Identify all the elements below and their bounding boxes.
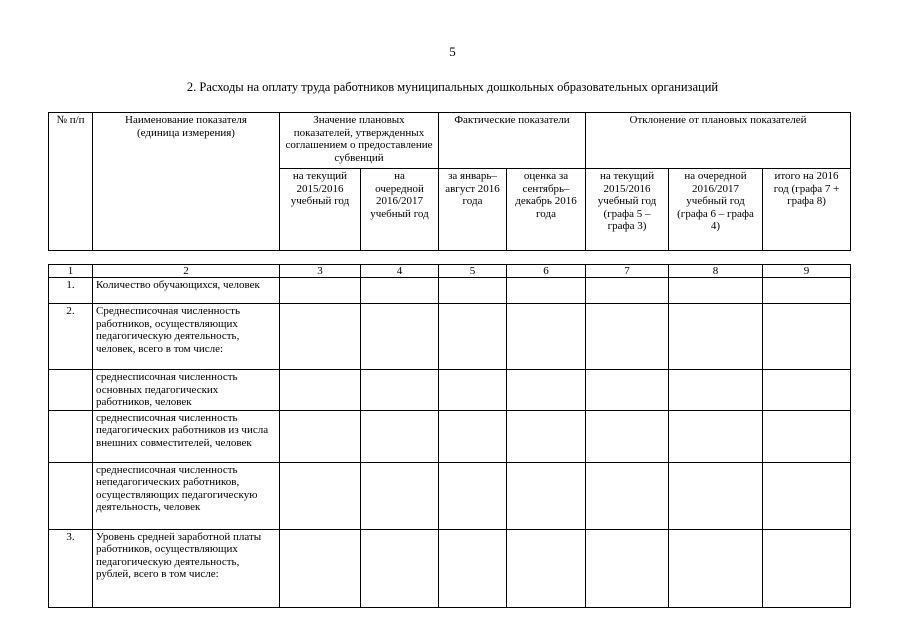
empty-cell: [439, 370, 507, 411]
empty-cell: [763, 370, 851, 411]
empty-cell: [507, 529, 586, 607]
empty-cell: [280, 304, 361, 370]
header-plan-next: на очередной 2016/2017 учебный год: [361, 169, 439, 251]
empty-cell: [586, 304, 669, 370]
header-dev-current: на текущий 2015/2016 учебный год (графа 5 – графа 3): [586, 169, 669, 251]
column-number: 2: [93, 265, 280, 278]
row-indicator-name: среднесписочная численность основных педагогических работников, человек: [93, 370, 280, 411]
header-col-num: № п/п: [49, 113, 93, 251]
row-indicator-name: Количество обучающихся, человек: [93, 278, 280, 304]
empty-cell: [763, 410, 851, 462]
empty-cell: [763, 278, 851, 304]
table-row: [49, 529, 851, 607]
empty-cell: [669, 529, 763, 607]
empty-cell: [586, 462, 669, 529]
column-number: 1: [49, 265, 93, 278]
data-table: [48, 264, 851, 608]
empty-cell: [439, 529, 507, 607]
empty-cell: [280, 529, 361, 607]
header-fact-jan-aug: за январь–август 2016 года: [439, 169, 507, 251]
empty-cell: [439, 304, 507, 370]
empty-cell: [669, 410, 763, 462]
empty-cell: [439, 278, 507, 304]
table-row: [49, 278, 851, 304]
header-dev-total: итого на 2016 год (графа 7 + графа 8): [763, 169, 851, 251]
header-group-fact: Фактические показатели: [439, 113, 586, 169]
empty-cell: [586, 410, 669, 462]
section-title: 2. Расходы на оплату труда работников муниципальных дошкольных образовательных организаций: [186, 80, 719, 94]
empty-cell: [669, 370, 763, 411]
header-plan-current: на текущий 2015/2016 учебный год: [280, 169, 361, 251]
row-number: 1.: [49, 278, 93, 304]
column-number-row: [49, 265, 851, 278]
empty-cell: [763, 529, 851, 607]
column-number: 4: [361, 265, 439, 278]
row-number: 2.: [49, 304, 93, 370]
row-indicator-name: среднесписочная численность педагогических работников из числа внешних совместителей, человек: [93, 410, 280, 462]
table-row: [49, 370, 851, 411]
empty-cell: [507, 370, 586, 411]
empty-cell: [763, 304, 851, 370]
empty-cell: [439, 462, 507, 529]
empty-cell: [280, 370, 361, 411]
column-number: 7: [586, 265, 669, 278]
row-number: 3.: [49, 529, 93, 607]
empty-cell: [586, 370, 669, 411]
empty-cell: [586, 278, 669, 304]
table-row: [49, 304, 851, 370]
page-number: 5: [449, 44, 456, 59]
column-number: 3: [280, 265, 361, 278]
empty-cell: [280, 462, 361, 529]
empty-cell: [669, 304, 763, 370]
empty-cell: [361, 529, 439, 607]
header-table: [48, 112, 851, 251]
row-indicator-name: среднесписочная численность непедагогических работников, осуществляющих педагогическую деятельность, человек: [93, 462, 280, 529]
empty-cell: [507, 410, 586, 462]
empty-cell: [763, 462, 851, 529]
empty-cell: [507, 278, 586, 304]
column-number: 9: [763, 265, 851, 278]
empty-cell: [361, 410, 439, 462]
empty-cell: [586, 529, 669, 607]
row-indicator-name: Среднесписочная численность работников, осуществляющих педагогическую деятельность, человек, всего в том числе:: [93, 304, 280, 370]
empty-cell: [669, 462, 763, 529]
header-fact-sep-dec: оценка за сентябрь–декабрь 2016 года: [507, 169, 586, 251]
table-row: [49, 462, 851, 529]
header-group-plan: Значение плановых показателей, утвержденных соглашением о предоставление субвенций: [280, 113, 439, 169]
empty-cell: [361, 462, 439, 529]
row-number: [49, 410, 93, 462]
row-number: [49, 462, 93, 529]
empty-cell: [439, 410, 507, 462]
empty-cell: [361, 304, 439, 370]
column-number: 8: [669, 265, 763, 278]
column-number: 5: [439, 265, 507, 278]
table-row: [49, 410, 851, 462]
header-col-name: Наименование показателя (единица измерения): [93, 113, 280, 251]
row-indicator-name: Уровень средней заработной платы работников, осуществляющих педагогическую деятельность, рублей, всего в том числе:: [93, 529, 280, 607]
empty-cell: [669, 278, 763, 304]
empty-cell: [361, 370, 439, 411]
row-number: [49, 370, 93, 411]
header-group-deviation: Отклонение от плановых показателей: [586, 113, 851, 169]
empty-cell: [507, 304, 586, 370]
header-dev-next: на очередной 2016/2017 учебный год (графа 6 – графа 4): [669, 169, 763, 251]
column-number: 6: [507, 265, 586, 278]
empty-cell: [280, 278, 361, 304]
empty-cell: [507, 462, 586, 529]
empty-cell: [361, 278, 439, 304]
empty-cell: [280, 410, 361, 462]
